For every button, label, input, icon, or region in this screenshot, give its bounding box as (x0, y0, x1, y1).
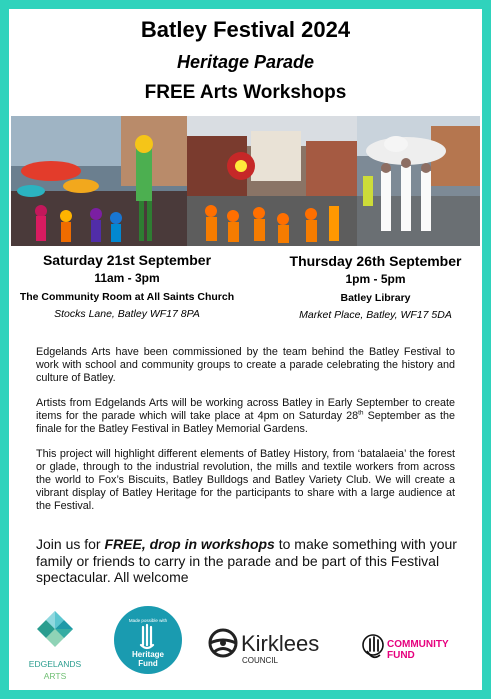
kirklees-council-logo (207, 627, 339, 671)
kirklees-name: Kirklees (241, 631, 320, 656)
community-fund-logo (361, 631, 461, 671)
event-time: 1pm - 5pm (345, 272, 406, 286)
edgelands-arts-word: ARTS (43, 671, 67, 681)
artists-text-end: September as the finale for the Batley Festival in Batley Memorial Gardens. (36, 409, 455, 435)
cta-text: Join us for (36, 536, 105, 552)
community-word: COMMUNITY (387, 639, 449, 650)
festival-title: Batley Festival 2024 (140, 17, 351, 42)
event-address: Market Place, Batley, WF17 5DA (299, 309, 452, 321)
event-time: 11am - 3pm (94, 271, 160, 285)
workshops-tagline: FREE Arts Workshops (144, 82, 347, 103)
event-saturday (9, 251, 245, 323)
ordinal-suffix: th (358, 409, 364, 417)
edgelands-diamond-icon (37, 611, 73, 647)
edgelands-name: EDGELANDS (28, 659, 82, 669)
event-address: Stocks Lane, Batley WF17 8PA (54, 308, 200, 320)
kirklees-council-word: COUNCIL (242, 656, 279, 665)
artists-paragraph (36, 397, 455, 436)
history-paragraph: This project will highlight different elements of Batley History, from ‘batalaeia’ the forest or glade, through to the industrial revolution, the mills and textile workers from across the world to Fox’s Biscuits, Batley Bulldogs and Batley Variety Club. We will create a vibrant display of Batley Heritage for the participants to share with a large audience at the Festival. (36, 448, 455, 512)
cta-text-end: to make something with your family or friends to carry in the parade and be part of this Festival spectacular. All welcome (36, 536, 457, 585)
heritage-fund-logo (113, 605, 183, 675)
event-venue: The Community Room at All Saints Church (19, 291, 235, 303)
parade-photo-strip (11, 116, 480, 246)
edgelands-arts-logo (25, 607, 85, 685)
poster (9, 9, 482, 690)
heritage-top-text: Made possible with (128, 618, 168, 623)
fund-word: Fund (138, 659, 158, 668)
parade-subtitle: Heritage Parade (176, 52, 315, 72)
event-day: Saturday 21st September (42, 252, 212, 268)
call-to-action (36, 536, 461, 586)
parade-photo-3 (357, 116, 480, 246)
lottery-crossed-fingers-icon (363, 635, 383, 657)
kirklees-swirl-icon (210, 630, 236, 656)
heritage-word: Heritage (131, 650, 165, 659)
parade-photo-1 (11, 116, 187, 246)
event-thursday (269, 252, 482, 324)
parade-photo-2 (187, 116, 357, 246)
intro-paragraph: Edgelands Arts have been commissioned by the team behind the Batley Festival to work with school and community groups to create a parade celebrating the history and culture of Batley. (36, 346, 455, 384)
community-fund-word: FUND (387, 650, 415, 661)
artists-text: Artists from Edgelands Arts will be working across Batley in Early September to create items for the parade which will take place at 4pm on Saturday 28 (36, 397, 455, 422)
cta-emphasis: FREE, drop in workshops (104, 536, 275, 552)
event-venue: Batley Library (340, 292, 411, 304)
crossed-fingers-icon (141, 625, 153, 648)
event-day: Thursday 26th September (289, 253, 462, 269)
